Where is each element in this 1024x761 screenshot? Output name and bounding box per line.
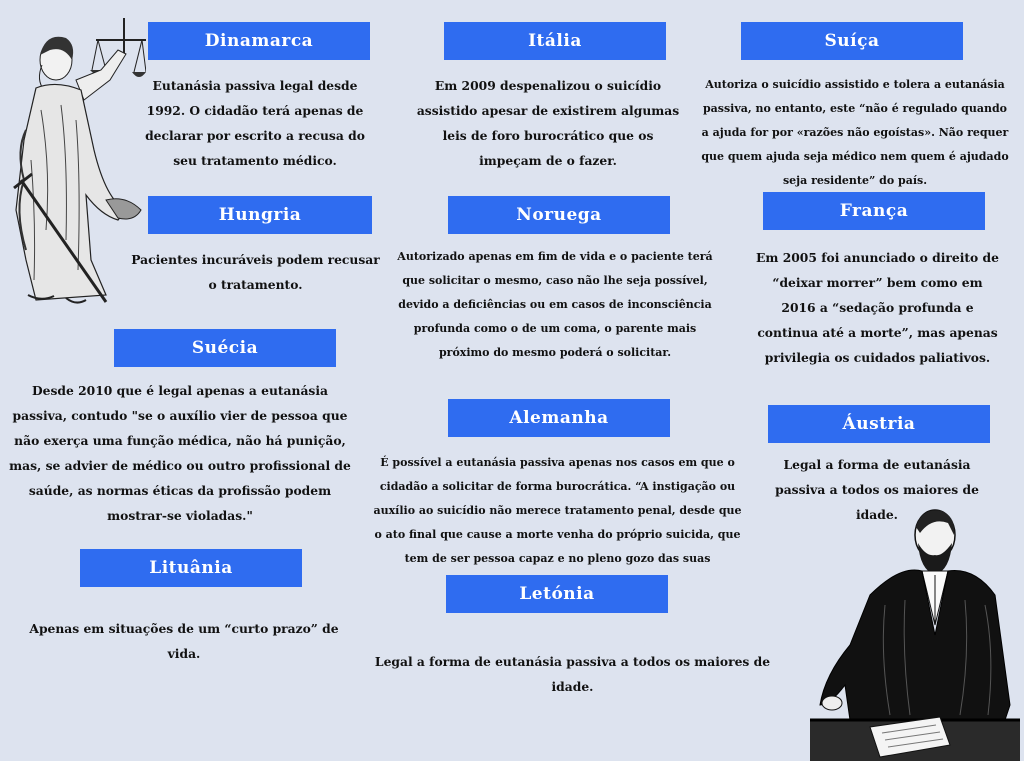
- header-lituania: Lituânia: [80, 549, 302, 587]
- text-franca: Em 2005 foi anunciado o direito de “deixar morrer” bem como em 2016 a “sedação profunda e continua até a morte”, mas apenas privilegia os cuidados paliativos.: [756, 250, 999, 365]
- header-austria: Áustria: [768, 405, 990, 443]
- text-lituania: Apenas em situações de um “curto prazo” de vida.: [29, 621, 339, 661]
- header-noruega: Noruega: [448, 196, 670, 234]
- header-franca: França: [763, 192, 985, 230]
- text-suica: Autoriza o suicídio assistido e tolera a eutanásia passiva, no entanto, este “não é regulado quando a ajuda for por «razões não egoístas». Não requer que quem ajuda seja médico nem quem é ajudado seja residente” do país.: [701, 78, 1009, 187]
- text-suecia: Desde 2010 que é legal apenas a eutanásia passiva, contudo "se o auxílio vier de pessoa que não exerça uma função médica, não há punição, mas, se advier de médico ou outro profissional de saúde, as normas éticas da profissão podem mostrar-se violadas.": [9, 383, 351, 523]
- header-alemanha: Alemanha: [448, 399, 670, 437]
- text-italia: Em 2009 despenalizou o suicídio assistido apesar de existirem algumas leis de foro burocrático que os impeçam de o fazer.: [416, 78, 680, 168]
- text-austria: Legal a forma de eutanásia passiva a todos os maiores de idade.: [775, 457, 979, 522]
- text-letonia: Legal a forma de eutanásia passiva a todos os maiores de idade.: [374, 654, 771, 694]
- text-dinamarca: Eutanásia passiva legal desde 1992. O cidadão terá apenas de declarar por escrito a recusa do seu tratamento médico.: [145, 78, 365, 168]
- judge-illustration: [810, 505, 1020, 761]
- text-noruega: Autorizado apenas em fim de vida e o paciente terá que solicitar o mesmo, caso não lhe seja possível, devido a deficiências ou em casos de inconsciência profunda como o de um coma, o parente mais próximo do mesmo poderá o solicitar.: [397, 250, 713, 359]
- text-hungria: Pacientes incuráveis podem recusar o tratamento.: [131, 252, 380, 292]
- header-italia: Itália: [444, 22, 666, 60]
- header-hungria: Hungria: [148, 196, 372, 234]
- lady-justice-illustration: [6, 10, 146, 310]
- header-dinamarca: Dinamarca: [148, 22, 370, 60]
- header-suica: Suíça: [741, 22, 963, 60]
- header-suecia: Suécia: [114, 329, 336, 367]
- text-alemanha: É possível a eutanásia passiva apenas nos casos em que o cidadão a solicitar de forma burocrática. “A instigação ou auxílio ao suicídio não merece tratamento penal, desde que o ato final que cause a morte venha do próprio suicida, que tem de ser pessoa capaz e no pleno gozo das suas: [373, 456, 742, 565]
- header-letonia: Letónia: [446, 575, 668, 613]
